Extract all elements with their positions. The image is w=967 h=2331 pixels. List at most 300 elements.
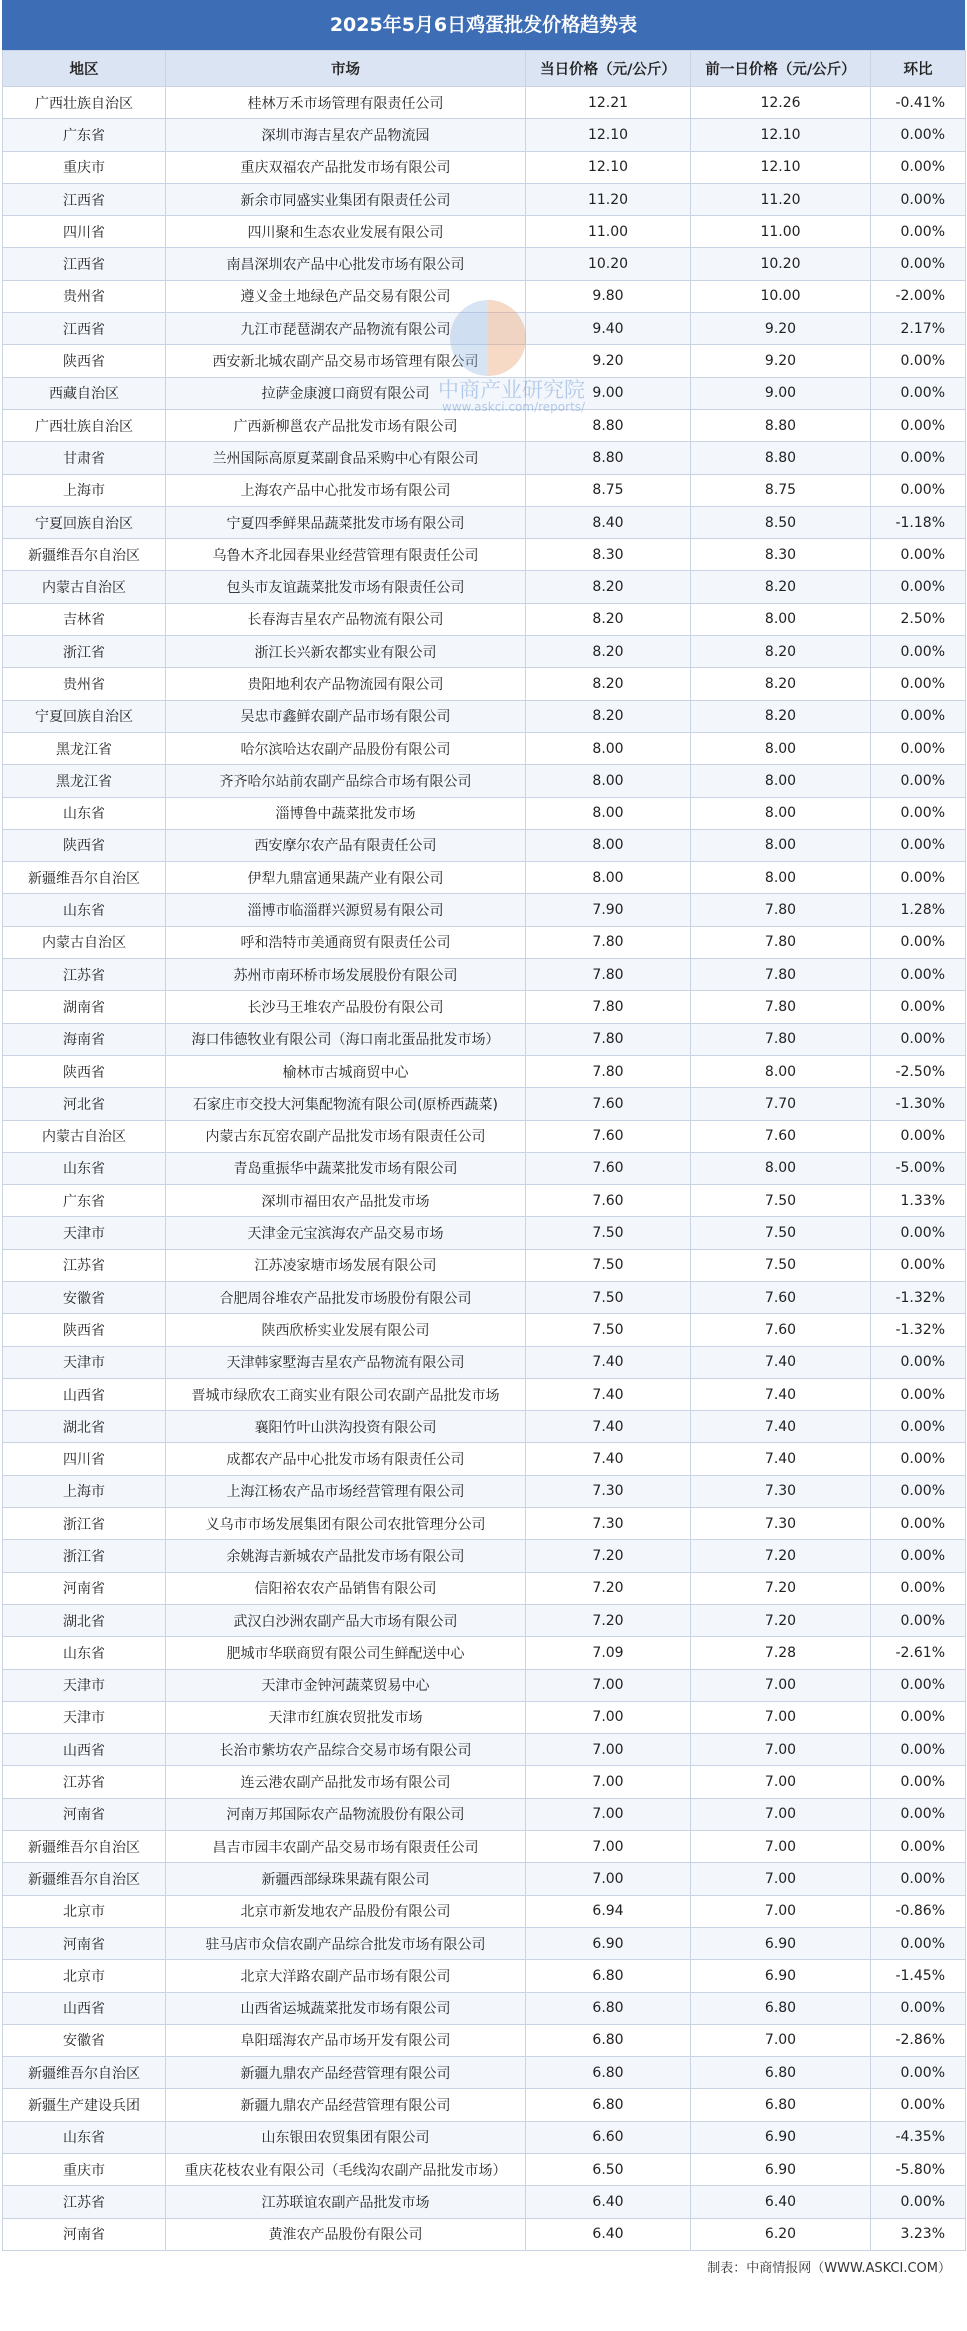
cell-change: 0.00%	[871, 1540, 966, 1572]
cell-price-prev: 8.00	[691, 603, 871, 635]
cell-price-prev: 7.80	[691, 991, 871, 1023]
cell-price-prev: 6.80	[691, 2057, 871, 2089]
cell-change: 0.00%	[871, 183, 966, 215]
table-row	[3, 1249, 966, 1281]
cell-price-prev: 7.00	[691, 2024, 871, 2056]
cell-change: 1.28%	[871, 894, 966, 926]
cell-market: 晋城市绿欣农工商实业有限公司农副产品批发市场	[166, 1378, 526, 1410]
cell-change: 0.00%	[871, 765, 966, 797]
table-row	[3, 1798, 966, 1830]
cell-change: 0.00%	[871, 442, 966, 474]
cell-price-prev: 8.30	[691, 539, 871, 571]
cell-region: 山东省	[3, 2121, 166, 2153]
cell-region: 黑龙江省	[3, 765, 166, 797]
table-row	[3, 1346, 966, 1378]
cell-region: 广东省	[3, 119, 166, 151]
cell-change: 0.00%	[871, 700, 966, 732]
cell-region: 内蒙古自治区	[3, 1120, 166, 1152]
cell-region: 重庆市	[3, 151, 166, 183]
cell-market: 长春海吉星农产品物流有限公司	[166, 603, 526, 635]
cell-price-prev: 7.00	[691, 1798, 871, 1830]
cell-region: 山东省	[3, 1637, 166, 1669]
cell-region: 新疆维吾尔自治区	[3, 1863, 166, 1895]
table-row	[3, 345, 966, 377]
table-row	[3, 1120, 966, 1152]
cell-change: 0.00%	[871, 248, 966, 280]
cell-market: 拉萨金康渡口商贸有限公司	[166, 377, 526, 409]
cell-region: 河北省	[3, 1088, 166, 1120]
table-row	[3, 216, 966, 248]
table-row	[3, 1895, 966, 1927]
cell-region: 上海市	[3, 474, 166, 506]
cell-region: 重庆市	[3, 2154, 166, 2186]
cell-price-prev: 8.20	[691, 700, 871, 732]
cell-market: 新疆九鼎农产品经营管理有限公司	[166, 2089, 526, 2121]
table-row	[3, 636, 966, 668]
cell-price-today: 7.00	[526, 1766, 691, 1798]
cell-region: 新疆生产建设兵团	[3, 2089, 166, 2121]
cell-price-today: 9.40	[526, 313, 691, 345]
cell-market: 北京大洋路农副产品市场有限公司	[166, 1960, 526, 1992]
cell-region: 江西省	[3, 248, 166, 280]
cell-price-prev: 8.80	[691, 442, 871, 474]
table-row	[3, 151, 966, 183]
cell-price-today: 7.09	[526, 1637, 691, 1669]
cell-region: 天津市	[3, 1217, 166, 1249]
cell-change: 0.00%	[871, 2089, 966, 2121]
cell-price-today: 7.40	[526, 1378, 691, 1410]
cell-price-prev: 6.90	[691, 2121, 871, 2153]
cell-change: 0.00%	[871, 151, 966, 183]
cell-price-today: 7.00	[526, 1831, 691, 1863]
cell-region: 江西省	[3, 313, 166, 345]
cell-market: 长沙马王堆农产品股份有限公司	[166, 991, 526, 1023]
cell-change: -1.18%	[871, 506, 966, 538]
cell-price-today: 6.94	[526, 1895, 691, 1927]
table-row	[3, 894, 966, 926]
table-row	[3, 1669, 966, 1701]
cell-price-prev: 6.20	[691, 2218, 871, 2250]
header-region: 地区	[3, 51, 166, 87]
table-row	[3, 1701, 966, 1733]
cell-price-prev: 7.00	[691, 1831, 871, 1863]
cell-market: 天津韩家墅海吉星农产品物流有限公司	[166, 1346, 526, 1378]
cell-market: 天津市红旗农贸批发市场	[166, 1701, 526, 1733]
cell-market: 黄淮农产品股份有限公司	[166, 2218, 526, 2250]
cell-change: -1.32%	[871, 1281, 966, 1313]
cell-price-today: 8.80	[526, 409, 691, 441]
cell-region: 江苏省	[3, 959, 166, 991]
cell-region: 广西壮族自治区	[3, 87, 166, 119]
header-change: 环比	[871, 51, 966, 87]
cell-price-today: 7.80	[526, 991, 691, 1023]
cell-change: 0.00%	[871, 216, 966, 248]
table-row	[3, 926, 966, 958]
cell-price-today: 9.00	[526, 377, 691, 409]
cell-price-prev: 7.50	[691, 1249, 871, 1281]
cell-change: 2.50%	[871, 603, 966, 635]
table-row	[3, 1927, 966, 1959]
cell-change: 0.00%	[871, 636, 966, 668]
table-row	[3, 668, 966, 700]
cell-market: 新余市同盛实业集团有限责任公司	[166, 183, 526, 215]
cell-change: -2.86%	[871, 2024, 966, 2056]
cell-change: -4.35%	[871, 2121, 966, 2153]
cell-change: 0.00%	[871, 668, 966, 700]
cell-region: 河南省	[3, 1572, 166, 1604]
cell-region: 内蒙古自治区	[3, 571, 166, 603]
cell-market: 武汉白沙洲农副产品大市场有限公司	[166, 1604, 526, 1636]
cell-price-prev: 8.75	[691, 474, 871, 506]
cell-market: 吴忠市鑫鲜农副产品市场有限公司	[166, 700, 526, 732]
cell-price-prev: 7.20	[691, 1604, 871, 1636]
cell-price-today: 6.80	[526, 1960, 691, 1992]
cell-region: 甘肃省	[3, 442, 166, 474]
cell-price-today: 7.80	[526, 1023, 691, 1055]
cell-market: 昌吉市园丰农副产品交易市场有限责任公司	[166, 1831, 526, 1863]
cell-change: 0.00%	[871, 1734, 966, 1766]
cell-price-today: 8.00	[526, 797, 691, 829]
cell-market: 陕西欣桥实业发展有限公司	[166, 1314, 526, 1346]
cell-change: 0.00%	[871, 345, 966, 377]
cell-change: 0.00%	[871, 829, 966, 861]
cell-market: 山西省运城蔬菜批发市场有限公司	[166, 1992, 526, 2024]
cell-region: 新疆维吾尔自治区	[3, 862, 166, 894]
cell-market: 呼和浩特市美通商贸有限责任公司	[166, 926, 526, 958]
cell-change: -0.41%	[871, 87, 966, 119]
cell-market: 内蒙古东瓦窑农副产品批发市场有限责任公司	[166, 1120, 526, 1152]
cell-change: 0.00%	[871, 1766, 966, 1798]
cell-change: -1.32%	[871, 1314, 966, 1346]
cell-price-today: 8.30	[526, 539, 691, 571]
cell-price-today: 8.00	[526, 765, 691, 797]
cell-change: 0.00%	[871, 1992, 966, 2024]
table-row	[3, 991, 966, 1023]
cell-region: 吉林省	[3, 603, 166, 635]
table-row	[3, 313, 966, 345]
table-row	[3, 539, 966, 571]
cell-change: 0.00%	[871, 1023, 966, 1055]
cell-change: 0.00%	[871, 1701, 966, 1733]
table-row	[3, 1540, 966, 1572]
cell-change: 0.00%	[871, 119, 966, 151]
cell-price-today: 7.00	[526, 1734, 691, 1766]
cell-change: 0.00%	[871, 571, 966, 603]
cell-price-prev: 8.00	[691, 797, 871, 829]
cell-change: -2.61%	[871, 1637, 966, 1669]
cell-price-prev: 7.40	[691, 1411, 871, 1443]
cell-region: 山西省	[3, 1378, 166, 1410]
table-row	[3, 1411, 966, 1443]
cell-price-today: 7.40	[526, 1443, 691, 1475]
cell-region: 江西省	[3, 183, 166, 215]
table-row	[3, 2218, 966, 2250]
cell-price-prev: 8.00	[691, 1152, 871, 1184]
table-row	[3, 2089, 966, 2121]
cell-change: 0.00%	[871, 474, 966, 506]
cell-region: 宁夏回族自治区	[3, 506, 166, 538]
cell-price-prev: 7.40	[691, 1346, 871, 1378]
cell-region: 湖北省	[3, 1604, 166, 1636]
table-row	[3, 248, 966, 280]
cell-price-today: 7.00	[526, 1669, 691, 1701]
cell-market: 连云港农副产品批发市场有限公司	[166, 1766, 526, 1798]
cell-market: 四川聚和生态农业发展有限公司	[166, 216, 526, 248]
cell-region: 湖南省	[3, 991, 166, 1023]
cell-price-prev: 7.20	[691, 1572, 871, 1604]
table-title: 2025年5月6日鸡蛋批发价格趋势表	[2, 0, 965, 50]
cell-region: 北京市	[3, 1895, 166, 1927]
cell-price-today: 7.50	[526, 1281, 691, 1313]
cell-price-prev: 8.00	[691, 732, 871, 764]
cell-price-prev: 7.00	[691, 1734, 871, 1766]
cell-change: 0.00%	[871, 1378, 966, 1410]
cell-change: -1.30%	[871, 1088, 966, 1120]
cell-change: 1.33%	[871, 1185, 966, 1217]
cell-market: 九江市琵琶湖农产品物流有限公司	[166, 313, 526, 345]
cell-market: 乌鲁木齐北园春果业经营管理有限责任公司	[166, 539, 526, 571]
cell-price-prev: 8.00	[691, 1055, 871, 1087]
cell-price-prev: 7.00	[691, 1863, 871, 1895]
cell-market: 驻马店市众信农副产品综合批发市场有限公司	[166, 1927, 526, 1959]
watermark-url: www.askci.com/reports/	[442, 400, 586, 414]
table-row	[3, 2024, 966, 2056]
cell-change: 0.00%	[871, 732, 966, 764]
cell-price-today: 8.20	[526, 636, 691, 668]
cell-region: 江苏省	[3, 2186, 166, 2218]
cell-change: 0.00%	[871, 1508, 966, 1540]
watermark-text: 中商产业研究院	[438, 378, 585, 402]
table-row	[3, 1314, 966, 1346]
cell-region: 黑龙江省	[3, 732, 166, 764]
cell-market: 青岛重振华中蔬菜批发市场有限公司	[166, 1152, 526, 1184]
cell-region: 天津市	[3, 1346, 166, 1378]
table-row	[3, 1281, 966, 1313]
cell-market: 重庆双福农产品批发市场有限公司	[166, 151, 526, 183]
footer-source: 制表：中商情报网（WWW.ASKCI.COM）	[707, 2260, 951, 2276]
cell-region: 河南省	[3, 1798, 166, 1830]
cell-market: 齐齐哈尔站前农副产品综合市场有限公司	[166, 765, 526, 797]
cell-region: 河南省	[3, 2218, 166, 2250]
cell-market: 新疆九鼎农产品经营管理有限公司	[166, 2057, 526, 2089]
cell-change: 0.00%	[871, 862, 966, 894]
table-row	[3, 409, 966, 441]
table-row	[3, 1055, 966, 1087]
cell-price-prev: 8.20	[691, 668, 871, 700]
cell-market: 淄博市临淄群兴源贸易有限公司	[166, 894, 526, 926]
cell-market: 义乌市市场发展集团有限公司农批管理分公司	[166, 1508, 526, 1540]
cell-price-today: 8.80	[526, 442, 691, 474]
cell-region: 广东省	[3, 1185, 166, 1217]
cell-market: 包头市友谊蔬菜批发市场有限责任公司	[166, 571, 526, 603]
cell-price-prev: 6.90	[691, 2154, 871, 2186]
cell-price-today: 12.10	[526, 151, 691, 183]
cell-price-prev: 9.20	[691, 313, 871, 345]
cell-change: 0.00%	[871, 377, 966, 409]
table-row	[3, 765, 966, 797]
cell-price-today: 7.60	[526, 1185, 691, 1217]
cell-region: 陕西省	[3, 1314, 166, 1346]
cell-price-today: 8.75	[526, 474, 691, 506]
table-row	[3, 2121, 966, 2153]
cell-price-today: 7.30	[526, 1508, 691, 1540]
cell-region: 山西省	[3, 1734, 166, 1766]
cell-price-today: 6.40	[526, 2218, 691, 2250]
table-row	[3, 377, 966, 409]
cell-region: 新疆维吾尔自治区	[3, 2057, 166, 2089]
cell-region: 陕西省	[3, 1055, 166, 1087]
cell-change: 0.00%	[871, 2186, 966, 2218]
cell-market: 西安摩尔农产品有限责任公司	[166, 829, 526, 861]
table-row	[3, 2154, 966, 2186]
cell-change: 0.00%	[871, 1411, 966, 1443]
cell-price-today: 7.90	[526, 894, 691, 926]
table-row	[3, 87, 966, 119]
cell-price-prev: 11.00	[691, 216, 871, 248]
table-body	[3, 87, 966, 2251]
cell-market: 长治市紫坊农产品综合交易市场有限公司	[166, 1734, 526, 1766]
cell-price-today: 7.30	[526, 1475, 691, 1507]
cell-price-prev: 7.60	[691, 1281, 871, 1313]
cell-price-prev: 7.00	[691, 1669, 871, 1701]
table-row	[3, 1831, 966, 1863]
cell-price-prev: 7.80	[691, 894, 871, 926]
header-market: 市场	[166, 51, 526, 87]
table-row	[3, 700, 966, 732]
cell-region: 贵州省	[3, 668, 166, 700]
cell-change: -0.86%	[871, 1895, 966, 1927]
cell-price-today: 7.50	[526, 1217, 691, 1249]
cell-market: 山东银田农贸集团有限公司	[166, 2121, 526, 2153]
cell-price-today: 8.20	[526, 603, 691, 635]
table-row	[3, 1378, 966, 1410]
cell-price-prev: 6.80	[691, 1992, 871, 2024]
cell-region: 山东省	[3, 894, 166, 926]
cell-price-prev: 7.28	[691, 1637, 871, 1669]
cell-market: 贵阳地利农产品物流园有限公司	[166, 668, 526, 700]
cell-price-prev: 12.10	[691, 119, 871, 151]
cell-market: 合肥周谷堆农产品批发市场股份有限公司	[166, 1281, 526, 1313]
cell-price-today: 9.20	[526, 345, 691, 377]
cell-market: 新疆西部绿珠果蔬有限公司	[166, 1863, 526, 1895]
table-row	[3, 1766, 966, 1798]
cell-region: 海南省	[3, 1023, 166, 1055]
cell-price-prev: 7.60	[691, 1314, 871, 1346]
egg-price-table	[2, 50, 966, 2251]
cell-price-today: 7.40	[526, 1411, 691, 1443]
cell-market: 遵义金土地绿色产品交易有限公司	[166, 280, 526, 312]
cell-market: 苏州市南环桥市场发展股份有限公司	[166, 959, 526, 991]
cell-price-today: 7.00	[526, 1798, 691, 1830]
cell-price-prev: 7.40	[691, 1443, 871, 1475]
cell-price-prev: 8.20	[691, 571, 871, 603]
cell-market: 西安新北城农副产品交易市场管理有限公司	[166, 345, 526, 377]
table-row	[3, 506, 966, 538]
cell-region: 江苏省	[3, 1766, 166, 1798]
cell-price-today: 7.20	[526, 1604, 691, 1636]
table-row	[3, 571, 966, 603]
table-row	[3, 1443, 966, 1475]
cell-change: 0.00%	[871, 1249, 966, 1281]
cell-price-today: 8.00	[526, 732, 691, 764]
cell-region: 陕西省	[3, 829, 166, 861]
cell-market: 余姚海吉新城农产品批发市场有限公司	[166, 1540, 526, 1572]
cell-market: 淄博鲁中蔬菜批发市场	[166, 797, 526, 829]
cell-market: 深圳市海吉星农产品物流园	[166, 119, 526, 151]
table-row	[3, 442, 966, 474]
cell-change: 0.00%	[871, 1572, 966, 1604]
cell-price-prev: 7.00	[691, 1766, 871, 1798]
cell-change: 0.00%	[871, 1475, 966, 1507]
cell-change: -5.80%	[871, 2154, 966, 2186]
table-row	[3, 1734, 966, 1766]
cell-region: 内蒙古自治区	[3, 926, 166, 958]
cell-price-today: 6.80	[526, 1992, 691, 2024]
cell-price-prev: 6.90	[691, 1960, 871, 1992]
cell-market: 宁夏四季鲜果品蔬菜批发市场有限公司	[166, 506, 526, 538]
header-price-prev: 前一日价格（元/公斤）	[691, 51, 871, 87]
cell-region: 河南省	[3, 1927, 166, 1959]
cell-region: 湖北省	[3, 1411, 166, 1443]
cell-region: 陕西省	[3, 345, 166, 377]
cell-price-today: 12.10	[526, 119, 691, 151]
cell-market: 天津金元宝滨海农产品交易市场	[166, 1217, 526, 1249]
cell-price-today: 7.00	[526, 1863, 691, 1895]
cell-price-prev: 8.50	[691, 506, 871, 538]
cell-price-today: 7.80	[526, 1055, 691, 1087]
cell-market: 桂林万禾市场管理有限责任公司	[166, 87, 526, 119]
cell-price-prev: 7.80	[691, 959, 871, 991]
cell-region: 山东省	[3, 1152, 166, 1184]
cell-price-today: 8.20	[526, 571, 691, 603]
cell-price-today: 7.00	[526, 1701, 691, 1733]
cell-price-today: 7.20	[526, 1572, 691, 1604]
cell-price-today: 6.80	[526, 2057, 691, 2089]
table-row	[3, 603, 966, 635]
cell-price-prev: 6.40	[691, 2186, 871, 2218]
cell-region: 上海市	[3, 1475, 166, 1507]
cell-price-prev: 7.80	[691, 1023, 871, 1055]
cell-change: 0.00%	[871, 1669, 966, 1701]
cell-region: 山东省	[3, 797, 166, 829]
cell-market: 江苏凌家塘市场发展有限公司	[166, 1249, 526, 1281]
cell-change: 0.00%	[871, 797, 966, 829]
cell-price-today: 7.60	[526, 1152, 691, 1184]
cell-region: 浙江省	[3, 1508, 166, 1540]
cell-price-today: 6.50	[526, 2154, 691, 2186]
table-row	[3, 1475, 966, 1507]
table-row	[3, 1992, 966, 2024]
table-row	[3, 1217, 966, 1249]
table-row	[3, 829, 966, 861]
cell-market: 兰州国际高原夏菜副食品采购中心有限公司	[166, 442, 526, 474]
table-row	[3, 474, 966, 506]
cell-price-prev: 7.40	[691, 1378, 871, 1410]
cell-price-prev: 7.30	[691, 1475, 871, 1507]
table-row	[3, 2186, 966, 2218]
cell-price-today: 6.60	[526, 2121, 691, 2153]
table-row	[3, 1088, 966, 1120]
cell-price-today: 8.20	[526, 668, 691, 700]
cell-price-today: 12.21	[526, 87, 691, 119]
cell-market: 上海农产品中心批发市场有限公司	[166, 474, 526, 506]
cell-price-prev: 7.60	[691, 1120, 871, 1152]
cell-price-prev: 12.10	[691, 151, 871, 183]
cell-market: 北京市新发地农产品股份有限公司	[166, 1895, 526, 1927]
cell-price-prev: 7.00	[691, 1895, 871, 1927]
cell-price-prev: 8.80	[691, 409, 871, 441]
cell-change: 0.00%	[871, 991, 966, 1023]
